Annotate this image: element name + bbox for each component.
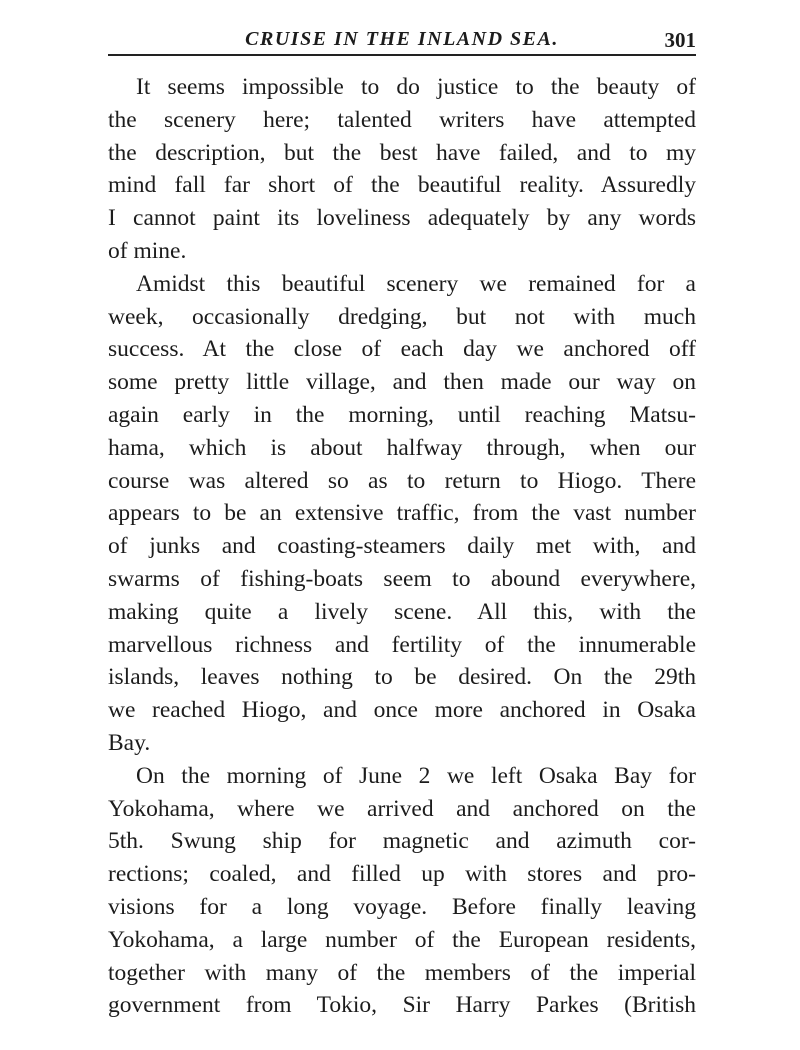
text-line: the description, but the best have failed, and to my [108,139,696,166]
paragraph-2 [108,268,696,760]
text-line: Amidst this beautiful scenery we remained for a [136,270,696,297]
text-line: I cannot paint its loveliness adequately by any words [108,205,696,232]
text-line: visions for a long voyage. Before finally leaving [108,893,696,920]
text-line: islands, leaves nothing to be desired. On the 29th [108,664,696,691]
text-line: hama, which is about halfway through, when our [108,434,696,461]
text-line: success. At the close of each day we anchored off [108,336,696,363]
header-rule [108,54,696,56]
text-line: marvellous richness and fertility of the innumerable [108,631,696,658]
running-title: CRUISE IN THE INLAND SEA. [245,28,559,50]
text-line: rections; coaled, and filled up with stores and pro- [108,861,696,888]
text-line: appears to be an extensive traffic, from the vast number [108,500,696,527]
text-line: again early in the morning, until reaching Matsu- [108,401,696,428]
text-line: making quite a lively scene. All this, with the [108,598,696,625]
text-line: On the morning of June 2 we left Osaka Bay for [136,762,696,789]
text-line: Yokohama, a large number of the European residents, [108,926,696,953]
text-line: week, occasionally dredging, but not with much [108,303,696,330]
text-line: It seems impossible to do justice to the beauty of [136,74,696,100]
text-line: we reached Hiogo, and once more anchored in Osaka [108,697,696,724]
text-line: course was altered so as to return to Hiogo. There [108,467,696,494]
text-line: of junks and coasting-steamers daily met with, and [108,533,696,560]
text-line: 5th. Swung ship for magnetic and azimuth cor- [108,828,696,855]
text-line: swarms of fishing-boats seem to abound everywhere, [108,565,696,592]
running-head [108,22,696,56]
body-text [108,71,696,1022]
text-line: mind fall far short of the beautiful reality. Assuredly [108,172,696,199]
text-line: some pretty little village, and then made our way on [108,369,696,396]
text-line: together with many of the members of the imperial [108,959,696,986]
text-line: of mine. [108,237,187,264]
paragraph-1 [108,71,696,268]
text-line: government from Tokio, Sir Harry Parkes (British [108,992,696,1019]
text-line: the scenery here; talented writers have attempted [108,106,696,133]
paragraph-3 [108,760,696,1022]
text-line: Bay. [108,729,151,756]
text-line: Yokohama, where we arrived and anchored on the [108,795,696,822]
page-number: 301 [664,28,696,52]
